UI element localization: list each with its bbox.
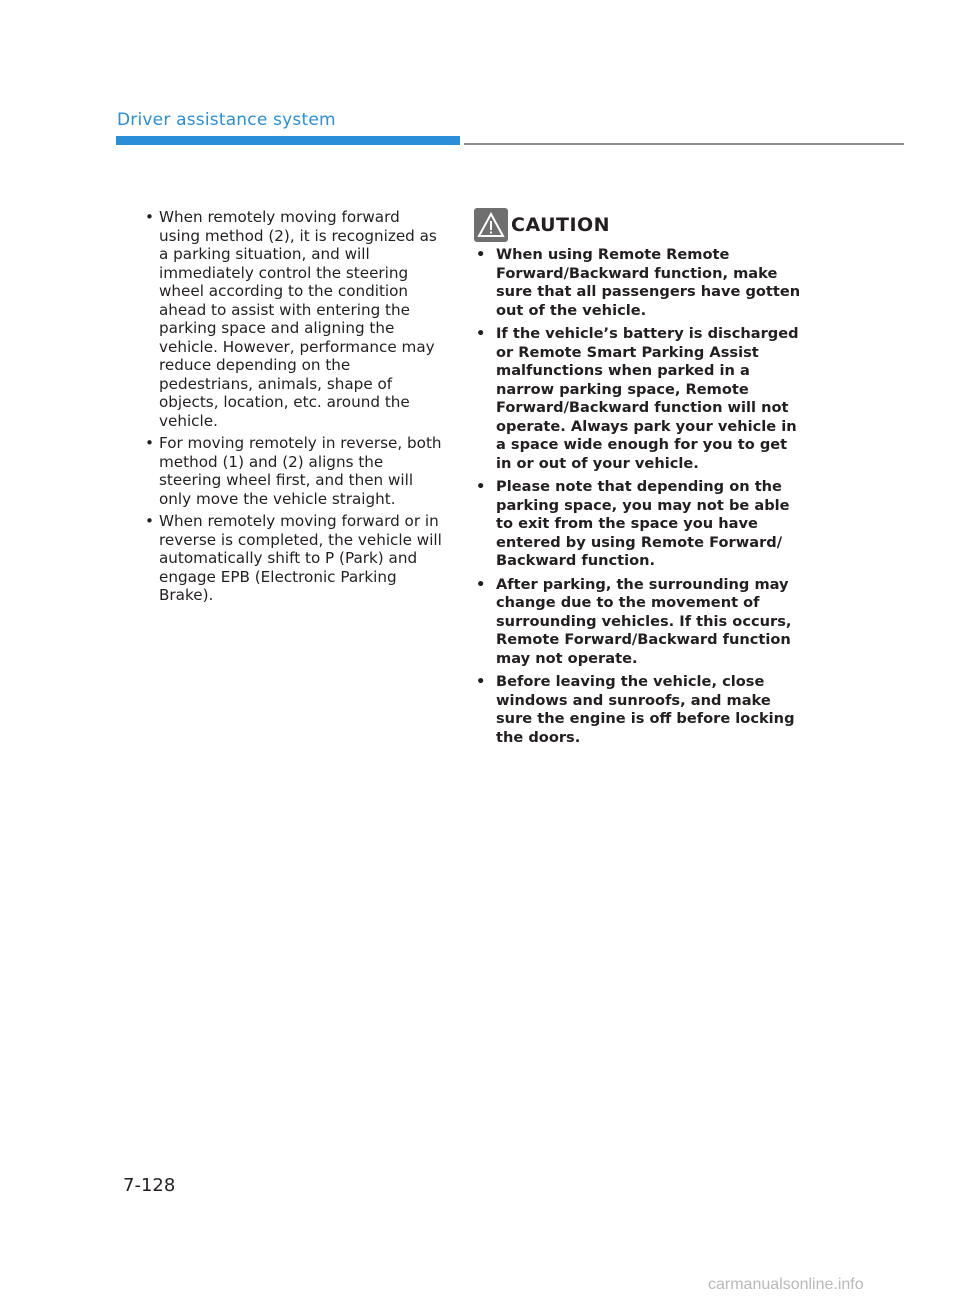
list-item: • If the vehicle’s battery is discharged or Remote Smart Parking Assist malfunctions when parked in a narrow parking space, Remote Forward/Backward function will not operate. Always park your vehicle in a space wide enough for you to get in or out of your vehicle. (476, 325, 799, 472)
bullet-icon: • (476, 478, 486, 495)
header-accent-bar (116, 136, 460, 145)
bullet-icon: • (476, 325, 486, 342)
list-item: • For moving remotely in reverse, both method (1) and (2) aligns the steering wheel first, and then will only move the vehicle straight. (145, 434, 442, 508)
bullet-icon: • (145, 512, 154, 530)
list-item: • After parking, the surrounding may change due to the movement of surrounding vehicles. If this occurs, Remote Forward/Backward function may not operate. (476, 575, 792, 667)
caution-list (474, 246, 802, 747)
caution-box (474, 208, 802, 752)
caution-header (474, 208, 802, 242)
bullet-icon: • (476, 673, 486, 690)
bullet-icon: • (145, 208, 154, 226)
page-number: 7-128 (123, 1175, 176, 1196)
bullet-icon: • (476, 575, 486, 593)
bullet-icon: • (476, 246, 486, 263)
bullet-icon: • (145, 434, 154, 452)
bullet-list (145, 208, 443, 605)
caution-title: CAUTION (511, 214, 611, 236)
list-item: • When using Remote Remote Forward/Backward function, make sure that all passengers have gotten out of the vehicle. (476, 246, 801, 319)
list-item: • Please note that depending on the parking space, you may not be able to exit from the space you have entered by using Remote Forward/ Backward function. (476, 478, 790, 569)
header-rule (464, 143, 904, 145)
list-item: • Before leaving the vehicle, close windows and sunroofs, and make sure the engine is off before locking the doors. (476, 673, 795, 746)
list-item: • When remotely moving forward using method (2), it is recognized as a parking situation, and will immediately control the steering wheel according to the condition ahead to assist with entering the parking space and aligning the vehicle. However, performance may reduce depending on the pedestrians, animals, shape of objects, location, etc. around the vehicle. (145, 208, 437, 430)
section-title: Driver assistance system (117, 110, 336, 130)
left-column (145, 208, 443, 609)
warning-triangle-icon (474, 208, 508, 242)
list-item: • When remotely moving forward or in reverse is completed, the vehicle will automatically shift to P (Park) and engage EPB (Electronic Parking Brake). (145, 512, 442, 604)
watermark: carmanualsonline.info (708, 1276, 864, 1293)
